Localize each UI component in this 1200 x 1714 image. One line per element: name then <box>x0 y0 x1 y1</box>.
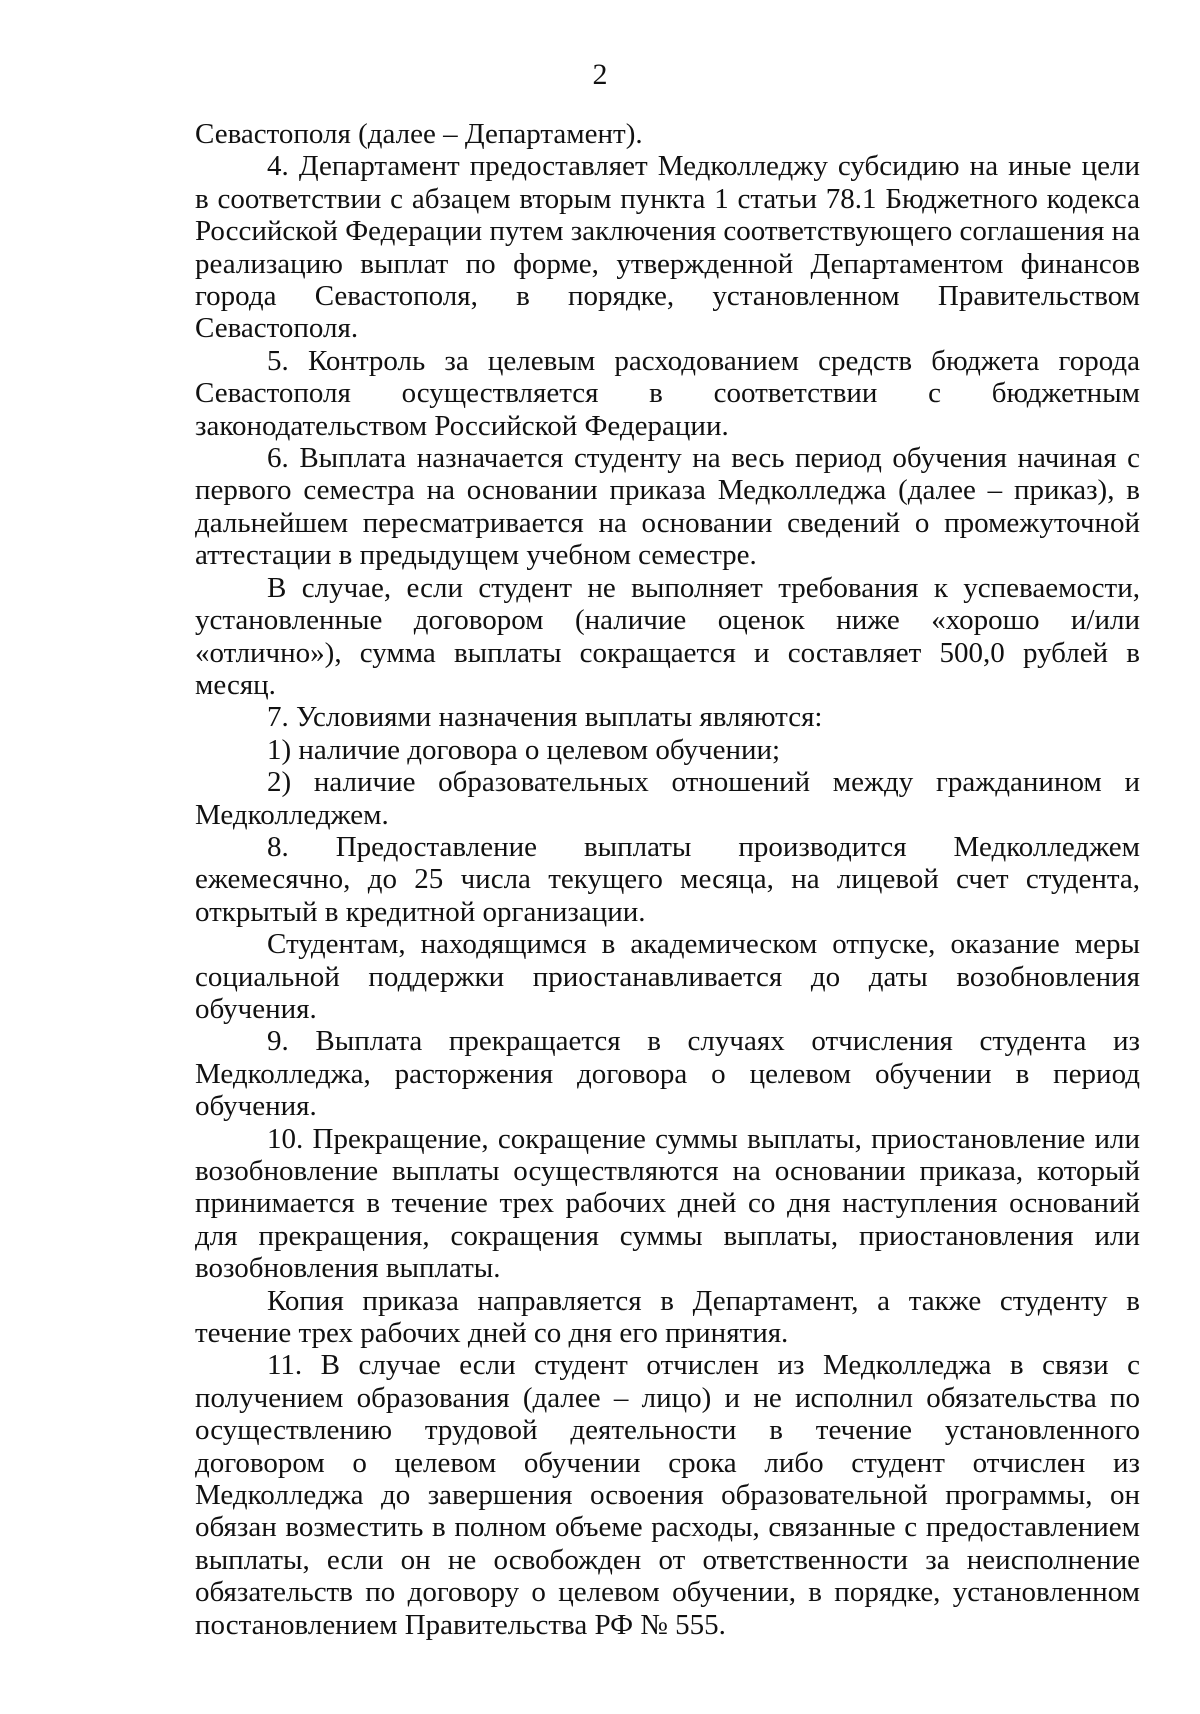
paragraph-5: 5. Контроль за целевым расходованием средств бюджета города Севастополя осуществляется в соответствии с бюджетным законодательством Российской Федерации. <box>195 344 1140 442</box>
paragraph-8: 8. Предоставление выплаты производится Медколледжем ежемесячно, до 25 числа текущего месяца, на лицевой счет студента, открытый в кредитной организации. <box>195 830 1140 928</box>
document-body <box>195 118 1140 1641</box>
paragraph-10-copy: Копия приказа направляется в Департамент, а также студенту в течение трех рабочих дней со дня его принятия. <box>195 1284 1140 1350</box>
paragraph-7-item-1: 1) наличие договора о целевом обучении; <box>267 733 781 766</box>
paragraph-10: 10. Прекращение, сокращение суммы выплаты, приостановление или возобновление выплаты осуществляются на основании приказа, который принимается в течение трех рабочих дней со дня наступления оснований для прекращения, сокращения суммы выплаты, приостановления или возобновления выплаты. <box>195 1122 1140 1285</box>
paragraph-8-academic-leave: Студентам, находящимся в академическом отпуске, оказание меры социальной поддержки приостанавливается до даты возобновления обучения. <box>195 928 1140 1025</box>
paragraph-4: 4. Департамент предоставляет Медколледжу субсидию на иные цели в соответствии с абзацем вторым пункта 1 статьи 78.1 Бюджетного кодекса Российской Федерации путем заключения соответствующего соглашения на реализацию выплат по форме, утвержденной Департаментом финансов города Севастополя, в порядке, установленном Правительством Севастополя. <box>195 150 1140 345</box>
paragraph-7-item-2: 2) наличие образовательных отношений между гражданином и Медколледжем. <box>195 766 1140 831</box>
paragraph-continuation: Севастополя (далее – Департамент). <box>195 118 643 150</box>
paragraph-6-reduction: В случае, если студент не выполняет требования к успеваемости, установленные договором (наличие оценок ниже «хорошо и/или «отлично»), сумма выплаты сокращается и составляет 500,0 рублей в месяц. <box>195 571 1140 701</box>
paragraph-7: 7. Условиями назначения выплаты являются: <box>267 701 823 734</box>
paragraph-6: 6. Выплата назначается студенту на весь период обучения начиная с первого семестра на основании приказа Медколледжа (далее – приказ), в дальнейшем пересматривается на основании сведений о промежуточной аттестации в предыдущем учебном семестре. <box>195 442 1140 572</box>
paragraph-11: 11. В случае если студент отчислен из Медколледжа в связи с получением образования (далее – лицо) и не исполнил обязательства по осуществлению трудовой деятельности в течение установленного договором о целевом обучении срока либо студент отчислен из Медколледжа до завершения освоения образовательной программы, он обязан возместить в полном объеме расходы, связанные с предоставлением выплаты, если он не освобожден от ответственности за неисполнение обязательств по договору о целевом обучении, в порядке, установленном постановлением Правительства РФ № 555. <box>195 1349 1140 1641</box>
paragraph-9: 9. Выплата прекращается в случаях отчисления студента из Медколледжа, расторжения договора о целевом обучении в период обучения. <box>195 1025 1140 1123</box>
page-number: 2 <box>592 58 608 91</box>
